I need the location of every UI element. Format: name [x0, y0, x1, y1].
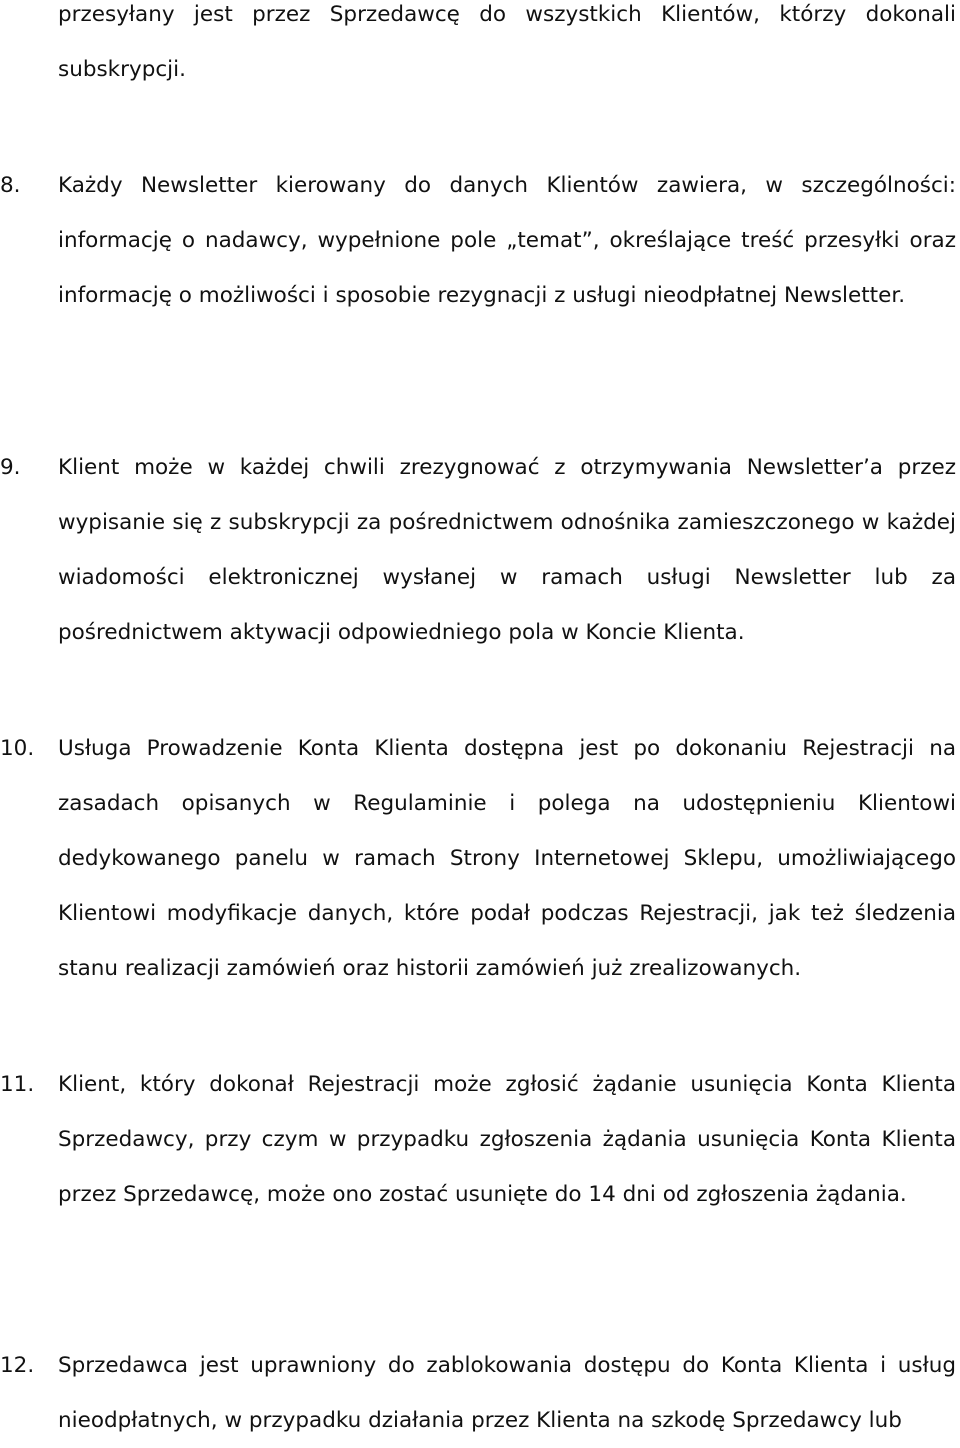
item-text-8: Każdy Newsletter kierowany do danych Klientów zawiera, w szczególności: informację o nadawcy, wypełnione pole „temat”, określające treść przesyłki oraz informację o możliwości i sposobie rezygnacji z usługi nieodpłatnej Newsletter.: [58, 173, 956, 308]
item-number-9: 9.: [0, 455, 21, 480]
item-text-9: Klient może w każdej chwili zrezygnować z otrzymywania Newsletter’a przez wypisanie się z subskrypcji za pośrednictwem odnośnika zamieszczonego w każdej wiadomości elektronicznej wysłanej w ramach usługi Newsletter lub za pośrednictwem aktywacji odpowiedniego pola w Koncie Klienta.: [58, 455, 956, 645]
item-number-10: 10.: [0, 736, 35, 761]
item-text-11: Klient, który dokonał Rejestracji może zgłosić żądanie usunięcia Konta Klienta Sprzedawcy, przy czym w przypadku zgłoszenia żądania usunięcia Konta Klienta przez Sprzedawcę, może ono zostać usunięte do 14 dni od zgłoszenia żądania.: [58, 1072, 956, 1207]
item-text-10: Usługa Prowadzenie Konta Klienta dostępna jest po dokonaniu Rejestracji na zasadach opisanych w Regulaminie i polega na udostępnieniu Klientowi dedykowanego panelu w ramach Strony Internetowej Sklepu, umożliwiającego Klientowi modyfikacje danych, które podał podczas Rejestracji, jak też śledzenia stanu realizacji zamówień oraz historii zamówień już zrealizowanych.: [58, 736, 956, 981]
item-text-12: Sprzedawca jest uprawniony do zablokowania dostępu do Konta Klienta i usług nieodpłatnych, w przypadku działania przez Klienta na szkodę Sprzedawcy lub: [58, 1353, 956, 1433]
item-number-8: 8.: [0, 173, 21, 198]
item-number-11: 11.: [0, 1072, 35, 1097]
intro-continuation-paragraph: przesyłany jest przez Sprzedawcę do wszystkich Klientów, którzy dokonali subskrypcji.: [58, 2, 956, 82]
item-number-12: 12.: [0, 1353, 35, 1378]
